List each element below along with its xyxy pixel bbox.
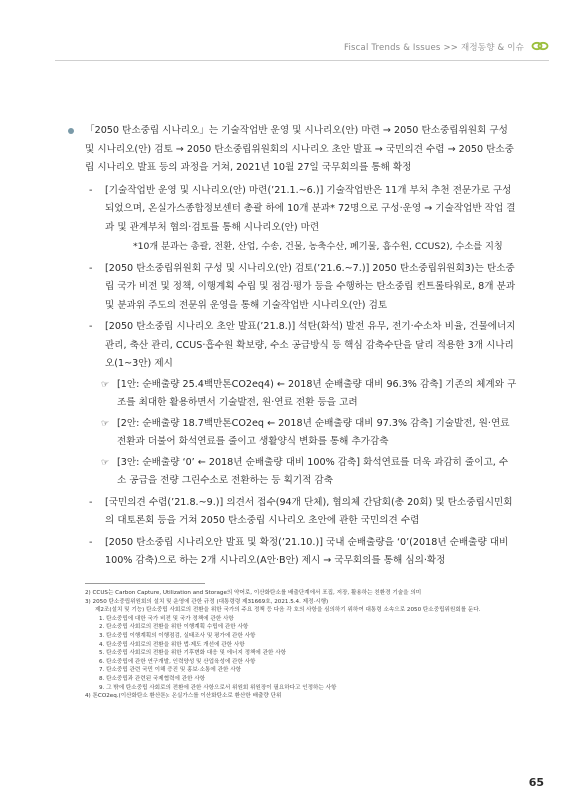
- footnote-list-item: 1. 탄소중립에 대한 국가 비전 및 국가 정책에 관한 사항: [99, 615, 234, 622]
- footnote-3-detail: 제2조(설치 및 기능) 탄소중립 사회로의 전환을 위한 국가의 주요 정책 등 다음 각 호의 사항을 심의하기 위하여 대통령 소속으로 2050 탄소중립위원회를 둔다.: [95, 607, 481, 614]
- main-content: [85, 122, 517, 571]
- lead-paragraph: [85, 122, 517, 178]
- page-number: 65: [528, 776, 544, 789]
- footnote-list-item: 3. 탄소중립 이행계획의 이행점검, 실태조사 및 평가에 관한 사항: [99, 632, 256, 639]
- footnote-list-item: 6. 탄소중립에 관한 연구개발, 인력양성 및 산업육성에 관한 사항: [99, 658, 256, 665]
- footnote-list-item: 7. 탄소중립 관련 국민 이해 증진 및 홍보·소통에 관한 사항: [99, 667, 241, 674]
- list-item-text: [2050 탄소중립위원회 구성 및 시나리오(안) 검토(’21.6.~7.)] 2050 탄소중립위원회3)는 탄소중립 국가 비전 및 정책, 이행계획 수립 및 점검·평가 등을 수행하는 탄소중립 컨트롤타워로, 8개 분과 및 분과위 주도의 전문위 운영을 통해 기술작업반 시나리오(안) 검토: [105, 262, 516, 311]
- footnote-3: 3) 2050 탄소중립위원회의 설치 및 운영에 관한 규정 (대통령령 제31669호, 2021.5.4. 제정·시행): [85, 598, 329, 605]
- list-item-draft-scenarios: [85, 318, 517, 374]
- lead-text: 「2050 탄소중립 시나리오」는 기술작업반 운영 및 시나리오(안) 마련 → 2050 탄소중립위원회 구성 및 시나리오(안) 검토 → 2050 탄소중립위원회의 시나리오 초안 발표 → 국민의견 수렴 → 2050 탄소중립 시나리오 발표 등의 과정을 거쳐, 2021년 10월 27일 국무회의를 통해 확정: [85, 125, 514, 173]
- dash-marker: -: [89, 321, 93, 332]
- footnote-star-note: *10개 분과는 총괄, 전환, 산업, 수송, 건물, 농축수산, 폐기물, 흡수원, CCUS2), 수소를 지칭: [133, 241, 503, 252]
- list-item-public-opinion: [85, 494, 517, 531]
- scenario-3-item: [85, 454, 517, 491]
- footnotes: [85, 589, 525, 701]
- pointing-hand-icon: ☞: [101, 457, 110, 468]
- footnote-3-list: [85, 615, 525, 692]
- dash-marker: -: [89, 262, 93, 274]
- linked-rings-logo-icon: [531, 41, 549, 54]
- list-item-text: [기술작업반 운영 및 시나리오(안) 마련(’21.1.~6.)] 기술작업반은 11개 부처 추천 전문가로 구성되었으며, 온실가스종합정보센터 총괄 하에 10개 분과* 72명으로 구성·운영 → 기술작업반 작업 결과 및 관계부처 협의·검토를 통해 시나리오(안) 마련: [105, 184, 516, 233]
- scenario-text: [2안: 순배출량 18.7백만톤CO2eq ← 2018년 순배출량 대비 97.3% 감축] 기술발전, 원·연료 전환과 더불어 화석연료를 줄이고 생활양식 변화를 통해 추가감축: [117, 417, 510, 447]
- scenario-2-item: [85, 415, 517, 452]
- footnote-4: 4) 톤CO2eq.(이산화탄소 환산톤): 온실가스를 이산화탄소로 환산한 배출량 단위: [85, 693, 282, 700]
- footnote-list-item: 2. 탄소중립 사회로의 전환을 위한 이행계획 수립에 관한 사항: [99, 624, 249, 631]
- list-item-final-scenarios: [85, 534, 517, 571]
- footnote-list-item: 8. 탄소중립과 관련된 국제협력에 관한 사항: [99, 675, 206, 682]
- list-item-text: [2050 탄소중립 시나리오안 발표 및 확정(’21.10.)] 국내 순배출량을 ‘0’(2018년 순배출량 대비 100% 감축)으로 하는 2개 시나리오(A안·B안) 제시 → 국무회의를 통해 심의·확정: [105, 536, 509, 566]
- list-item-technical-team: [85, 182, 517, 257]
- footnote-rule: [85, 583, 205, 584]
- header-title: Fiscal Trends & Issues >> 재정동향 & 이슈: [344, 43, 525, 53]
- bullet-icon: [68, 128, 74, 134]
- pointing-hand-icon: ☞: [101, 379, 110, 390]
- dash-marker: -: [89, 184, 93, 196]
- footnote-2: 2) CCUS는 Carbon Capture, Utilization and Storage의 약어로, 이산화탄소를 배출단계에서 포집, 저장, 활용하는 친환경 기술을 의미: [85, 590, 422, 596]
- footnote-list-item: 9. 그 밖에 탄소중립 사회로의 전환에 관한 사항으로서 위원회 위원장이 필요하다고 인정하는 사항: [99, 684, 337, 691]
- list-item-text: [2050 탄소중립 시나리오 초안 발표(’21.8.)] 석탄(화석) 발전 유무, 전기·수소차 비율, 건물에너지 관리, 축산 관리, CCUS·흡수원 확보량, 수소 공급방식 등 핵심 감축수단을 달리 적용한 3개 시나리오(1~3안) 제시: [105, 321, 516, 369]
- scenario-text: [1안: 순배출량 25.4백만톤CO2eq4) ← 2018년 순배출량 대비 96.3% 감축] 기존의 체계와 구조를 최대한 활용하면서 기술발전, 원·연료 전환 등을 고려: [117, 378, 517, 408]
- footnote-list-item: 4. 탄소중립 사회로의 전환을 위한 법·제도 개선에 관한 사항: [99, 641, 245, 648]
- dash-marker: -: [89, 536, 93, 548]
- scenario-1-item: [85, 376, 517, 413]
- dash-marker: -: [89, 496, 93, 508]
- footnote-list-item: 5. 탄소중립 사회로의 전환을 위한 기후변화 대응 및 에너지 정책에 관한 사항: [99, 650, 287, 657]
- pointing-hand-icon: ☞: [101, 418, 110, 429]
- scenario-text: [3안: 순배출량 ‘0’ ← 2018년 순배출량 대비 100% 감축] 화석연료를 더욱 과감히 줄이고, 수소 공급을 전량 그린수소로 전환하는 등 획기적 감축: [117, 456, 509, 486]
- header-rule: [55, 60, 549, 61]
- list-item-text: [국민의견 수렴(’21.8.~9.)] 의견서 접수(94개 단체), 협의체 간담회(총 20회) 및 탄소중립시민회의 대토론회 등을 거쳐 2050 탄소중립 시나리오 초안에 관한 국민의견 수렴: [105, 496, 513, 526]
- running-header: [344, 41, 549, 54]
- list-item-committee: [85, 260, 517, 316]
